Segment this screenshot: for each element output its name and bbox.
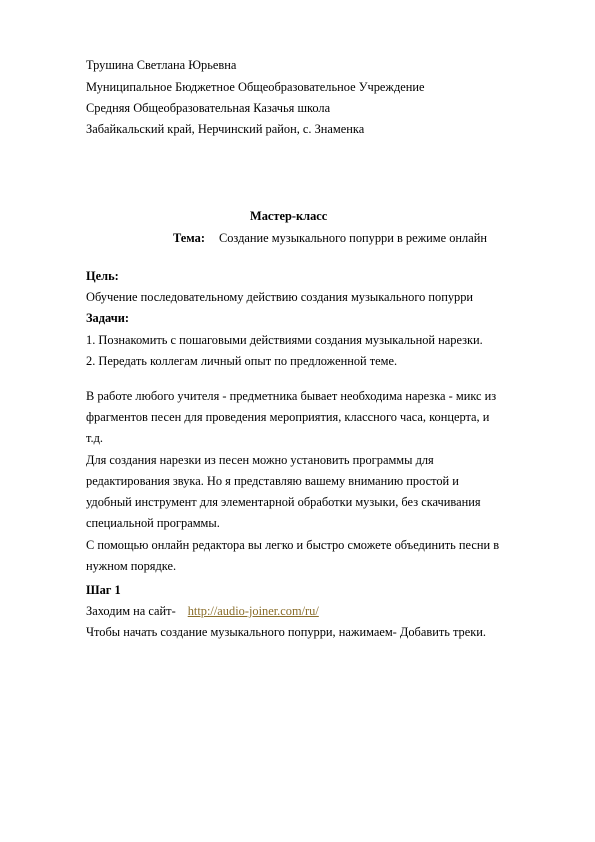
body-line: удобный инструмент для элементарной обработки музыки, без скачивания [86,495,481,509]
body-line: т.д. [86,431,103,445]
topic-text: Создание музыкального попурри в режиме онлайн [218,231,488,245]
goal-label: Цель: [86,269,119,283]
author-organization: Муниципальное Бюджетное Общеобразовательное Учреждение [86,80,425,94]
author-address: Забайкальский край, Нерчинский район, с. Знаменка [86,122,365,136]
body-line: редактирования звука. Но я представляю вашему вниманию простой и [86,474,459,488]
body-line: С помощью онлайн редактора вы легко и быстро сможете объединить песни в [86,538,500,552]
body-line: Для создания нарезки из песен можно установить программы для [86,453,434,467]
task-item-2: 2. Передать коллегам личный опыт по предложенной теме. [86,354,398,368]
step1-label: Шаг 1 [86,583,121,597]
author-name: Трушина Светлана Юрьевна [86,58,237,72]
body-line: специальной программы. [86,516,220,530]
topic-label: Тема: [173,231,205,245]
audio-joiner-link[interactable]: http://audio-joiner.com/ru/ [187,604,319,618]
body-line: нужном порядке. [86,559,177,573]
tasks-label: Задачи: [86,311,129,325]
author-school: Средняя Общеобразовательная Казачья школа [86,101,331,115]
document-heading: Мастер-класс [250,209,328,223]
topic-line [173,230,487,247]
task-item-1: 1. Познакомить с пошаговыми действиями создания музыкальной нарезки. [86,333,483,347]
step1-visit-text: Заходим на сайт- [86,604,176,618]
step1-instruction: Чтобы начать создание музыкального попурри, нажимаем- Добавить треки. [86,625,487,639]
body-line: В работе любого учителя - предметника бывает необходима нарезка - микс из [86,389,497,403]
step1-visit-line [86,603,319,620]
body-line: фрагментов песен для проведения мероприятия, классного часа, концерта, и [86,410,490,424]
goal-text: Обучение последовательному действию создания музыкального попурри [86,290,474,304]
